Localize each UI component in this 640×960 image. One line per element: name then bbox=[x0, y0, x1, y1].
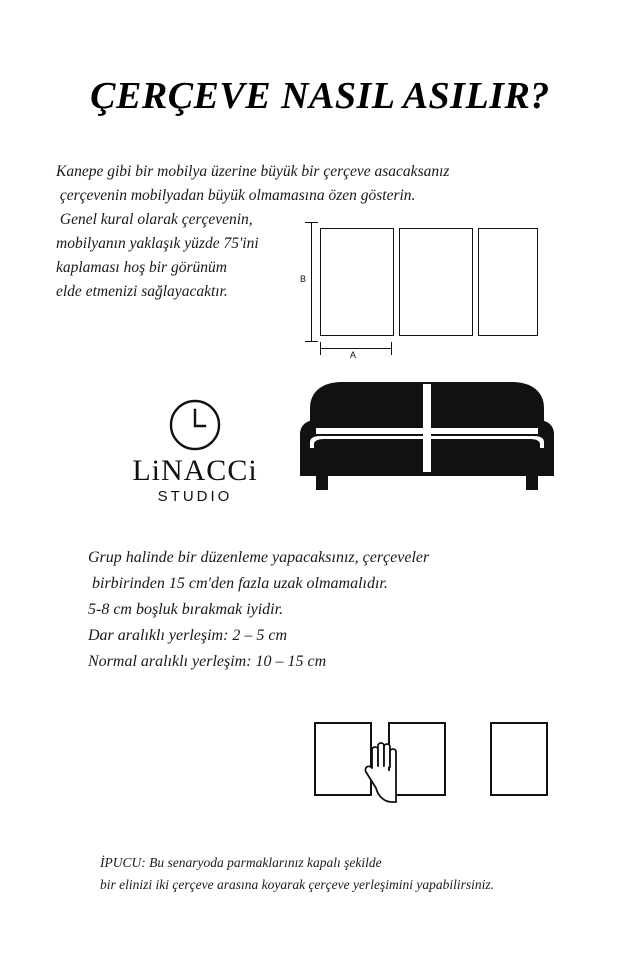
frames-diagram-bottom bbox=[310, 722, 570, 814]
frames-diagram-top bbox=[300, 222, 540, 360]
frame-outline bbox=[320, 228, 394, 336]
group-paragraph bbox=[88, 545, 558, 675]
intro-line: Kanepe gibi bir mobilya üzerine büyük bir çerçeve asacaksanız bbox=[56, 163, 450, 180]
brand-logo bbox=[110, 398, 280, 518]
tip-line: bir elinizi iki çerçeve arasına koyarak çerçeve yerleşimini yapabilirsiniz. bbox=[100, 876, 495, 892]
intro-line: elde etmenizi sağlayacaktır. bbox=[56, 283, 228, 301]
group-line: Normal aralıklı yerleşim: 10 – 15 cm bbox=[88, 652, 327, 670]
group-line: Grup halinde bir düzenleme yapacaksınız, çerçeveler bbox=[88, 549, 430, 566]
group-line: Dar aralıklı yerleşim: 2 – 5 cm bbox=[88, 626, 288, 644]
tip-note bbox=[100, 852, 580, 895]
logo-subtitle: STUDIO bbox=[157, 488, 233, 505]
height-dimension-line bbox=[311, 222, 312, 342]
tip-line: İPUCU: Bu senaryoda parmaklarınız kapalı şekilde bbox=[100, 855, 382, 870]
height-tick-top bbox=[305, 222, 318, 223]
sofa-illustration bbox=[292, 372, 562, 500]
intro-line: Genel kural olarak çerçevenin, bbox=[56, 211, 253, 229]
logo-name: LiNACCi bbox=[132, 454, 258, 487]
intro-line: çerçevenin mobilyadan büyük olmamasına özen gösterin. bbox=[56, 187, 416, 205]
group-line: birbirinden 15 cm'den fazla uzak olmamalıdır. bbox=[88, 574, 388, 592]
width-tick-left bbox=[320, 342, 321, 355]
frame-outline bbox=[490, 722, 548, 796]
height-dimension-label: B bbox=[300, 274, 307, 284]
width-tick-right bbox=[391, 342, 392, 355]
width-dimension-label: A bbox=[350, 350, 357, 360]
frame-outline bbox=[399, 228, 473, 336]
frame-outline bbox=[478, 228, 538, 336]
intro-line: kaplaması hoş bir görünüm bbox=[56, 259, 227, 277]
intro-line: mobilyanın yaklaşık yüzde 75'ini bbox=[56, 235, 259, 253]
clock-circle-l-icon bbox=[168, 398, 222, 452]
hand-icon bbox=[362, 734, 408, 812]
group-line: 5-8 cm boşluk bırakmak iyidir. bbox=[88, 600, 284, 618]
height-tick-bottom bbox=[305, 341, 318, 342]
page-title: ÇERÇEVE NASIL ASILIR? bbox=[90, 75, 550, 117]
